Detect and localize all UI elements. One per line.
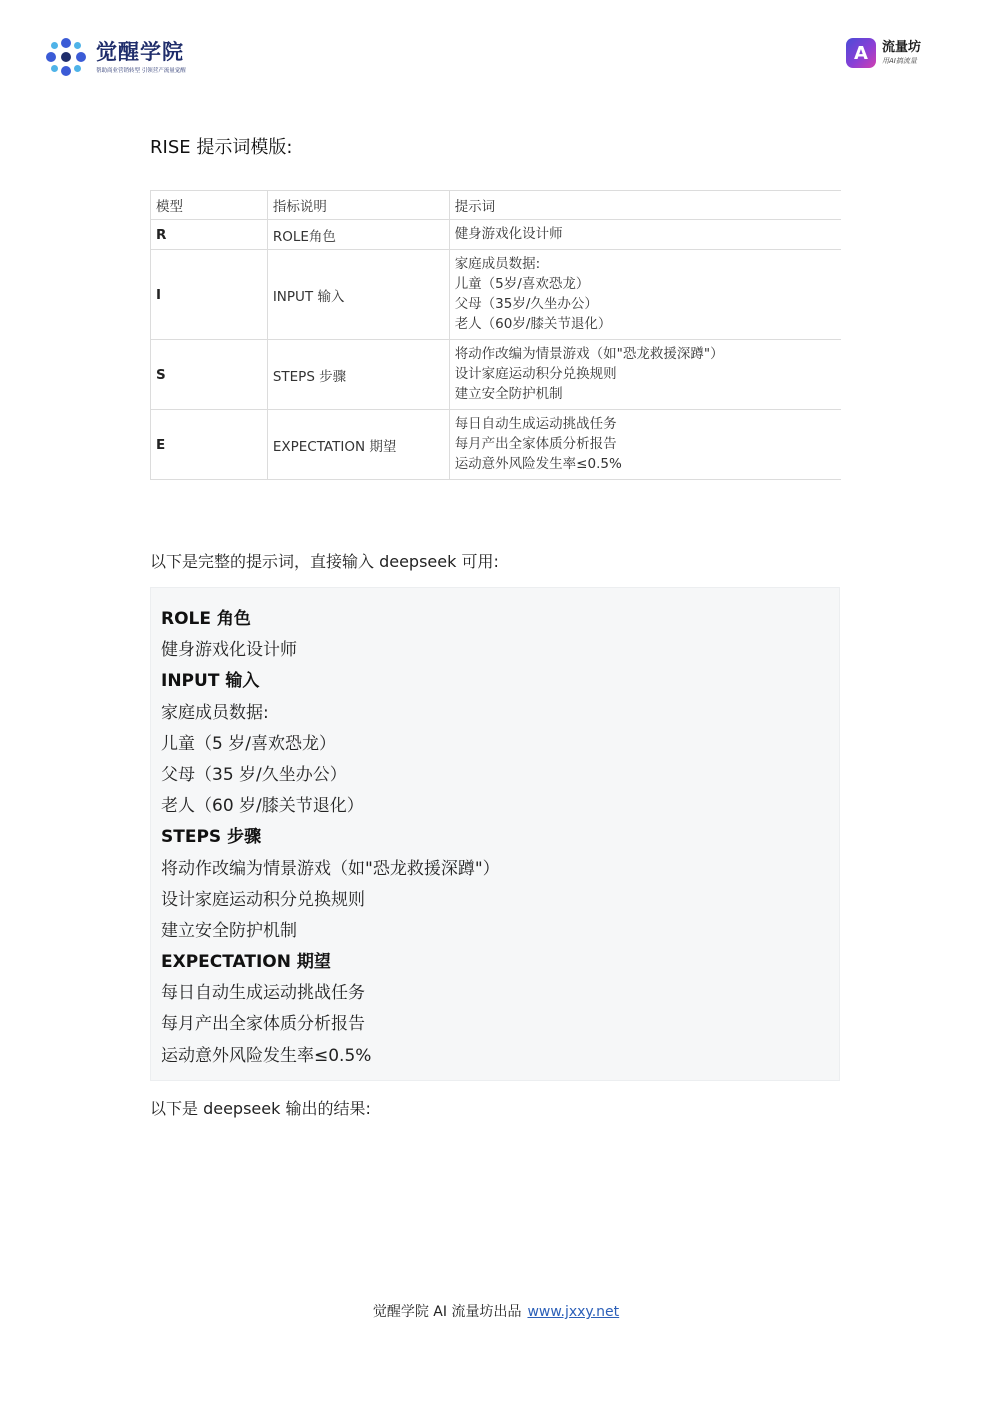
model-cell: E: [151, 410, 268, 480]
rise-table: [150, 190, 841, 480]
prompt-block-line: 设计家庭运动积分兑换规则: [161, 889, 365, 910]
footer-credit: 觉醒学院 AI 流量坊出品: [372, 1304, 522, 1320]
footer-link[interactable]: www.jxxy.net: [527, 1304, 620, 1320]
liuliangfang-logo-icon: A: [846, 38, 876, 68]
prompt-line: 每日自动生成运动挑战任务: [454, 415, 617, 432]
prompt-block-line: EXPECTATION 期望: [161, 952, 331, 973]
prompt-line: 健身游戏化设计师: [454, 225, 563, 242]
prompt-line: 设计家庭运动积分兑换规则: [454, 365, 617, 382]
prompt-line: 运动意外风险发生率≤0.5%: [454, 455, 622, 472]
prompt-block-line: 建立安全防护机制: [161, 920, 297, 941]
prompt-block-line: INPUT 输入: [161, 671, 260, 692]
prompt-block-line: 父母（35 岁/久坐办公）: [161, 764, 347, 785]
prompt-line: 将动作改编为情景游戏（如"恐龙救援深蹲"）: [454, 345, 724, 362]
table-header-cell: 指标说明: [267, 191, 449, 220]
table-row: [151, 410, 842, 480]
header-brand-left: [46, 38, 186, 76]
model-cell: S: [151, 340, 268, 410]
academy-name: 觉醒学院: [96, 40, 184, 64]
indicator-cell: INPUT 输入: [267, 250, 449, 340]
prompt-block-line: 老人（60 岁/膝关节退化）: [161, 796, 364, 817]
academy-logo-icon: [46, 38, 86, 76]
prompt-line: 家庭成员数据:: [454, 255, 541, 272]
prompt-line: 老人（60岁/膝关节退化）: [454, 315, 612, 332]
academy-slogan: 帮助商业营销转型 引领营产流量觉醒: [96, 68, 186, 74]
table-header-cell: 提示词: [449, 191, 841, 220]
table-header-row: [151, 191, 842, 220]
indicator-cell: ROLE角色: [267, 220, 449, 250]
indicator-cell: EXPECTATION 期望: [267, 410, 449, 480]
prompt-block-line: 将动作改编为情景游戏（如"恐龙救援深蹲"）: [161, 858, 500, 879]
prompt-block-line: 家庭成员数据:: [161, 702, 269, 723]
prompt-block-line: 儿童（5 岁/喜欢恐龙）: [161, 733, 336, 754]
prompt-block-line: ROLE 角色: [161, 609, 251, 629]
table-header-cell: 模型: [151, 191, 268, 220]
prompt-cell: [449, 410, 841, 480]
table-row: [151, 340, 842, 410]
prompt-cell: [449, 340, 841, 410]
prompt-block-line: 运动意外风险发生率≤0.5%: [161, 1045, 372, 1066]
prompt-cell: [449, 250, 841, 340]
outro-text: 以下是 deepseek 输出的结果:: [150, 1099, 371, 1118]
table-row: [151, 220, 842, 250]
liuliangfang-slogan: 用AI搞流量: [882, 57, 917, 65]
prompt-block-line: 每月产出全家体质分析报告: [161, 1014, 365, 1035]
model-cell: I: [151, 250, 268, 340]
page-footer: [0, 1301, 992, 1321]
prompt-block[interactable]: [150, 587, 840, 1081]
intro-text: 以下是完整的提示词，直接输入 deepseek 可用:: [150, 552, 499, 571]
prompt-line: 父母（35岁/久坐办公）: [454, 295, 598, 312]
prompt-line: 每月产出全家体质分析报告: [454, 435, 617, 452]
prompt-line: 儿童（5岁/喜欢恐龙）: [454, 275, 590, 292]
prompt-line: 建立安全防护机制: [454, 385, 563, 402]
model-cell: R: [151, 220, 268, 250]
prompt-block-line: STEPS 步骤: [161, 827, 262, 848]
section-title: RISE 提示词模版:: [150, 137, 293, 158]
table-row: [151, 250, 842, 340]
prompt-block-line: 每日自动生成运动挑战任务: [161, 983, 365, 1004]
header-brand-right: [846, 38, 921, 68]
prompt-block-line: 健身游戏化设计师: [161, 640, 297, 661]
prompt-cell: [449, 220, 841, 250]
indicator-cell: STEPS 步骤: [267, 340, 449, 410]
liuliangfang-name: 流量坊: [882, 40, 922, 55]
